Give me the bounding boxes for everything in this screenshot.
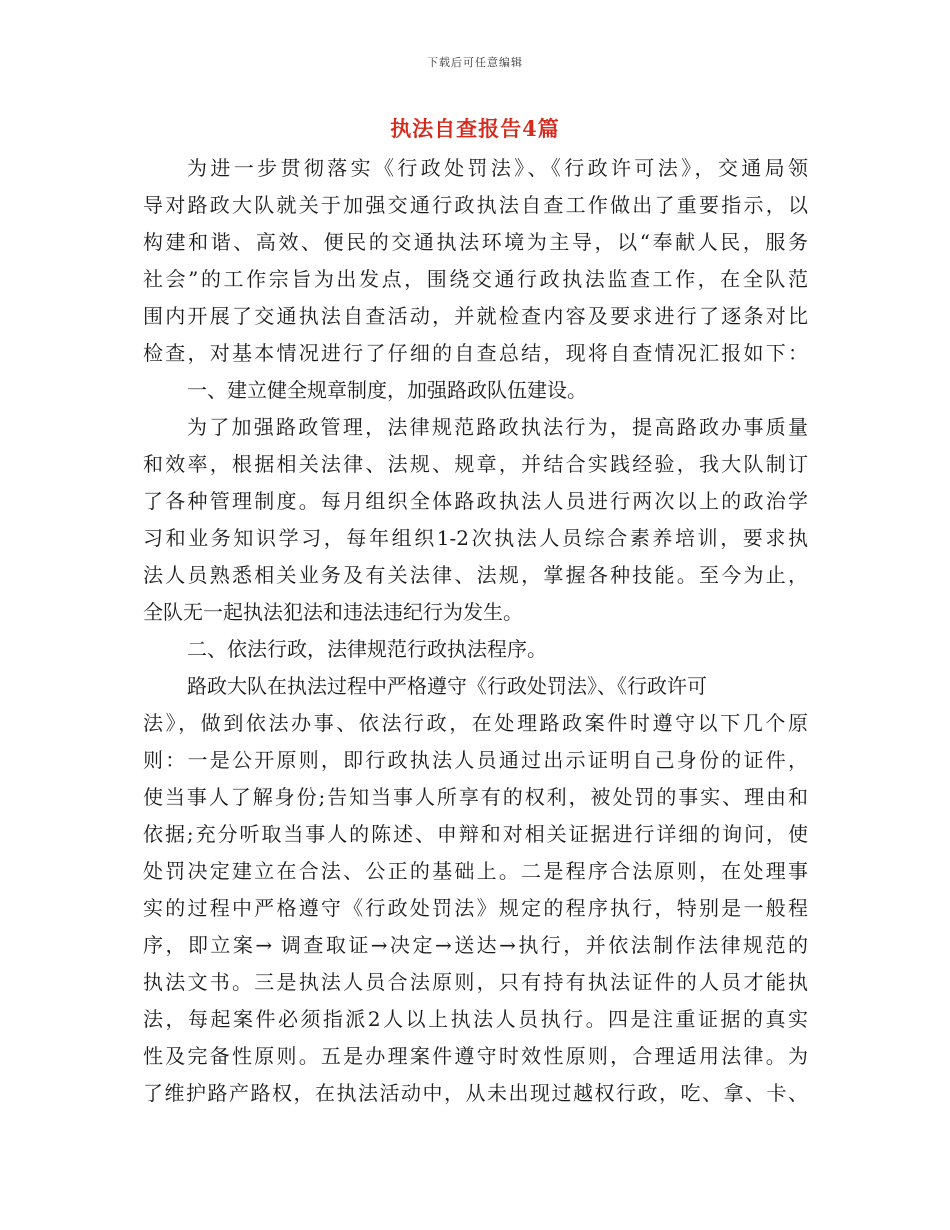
body-line: 性及完备性原则。五是办理案件遵守时效性原则，合理适用法律。为 — [143, 1044, 808, 1068]
document-title: 执法自查报告4篇 — [390, 116, 560, 141]
body-line: 实的过程中严格遵守《行政处罚法》规定的程序执行，特别是一般程 — [143, 896, 808, 920]
body-line: 使当事人了解身份;告知当事人所享有的权利，被处罚的事实、理由和 — [143, 785, 808, 809]
body-line: 法》，做到依法办事、依法行政，在处理路政案件时遵守以下几个原 — [143, 711, 808, 735]
body-line: 法，每起案件必须指派2人以上执法人员执行。四是注重证据的真实 — [143, 1007, 808, 1031]
body-line: 了维护路产路权，在执法活动中，从未出现过越权行政，吃、拿、卡、 — [143, 1081, 808, 1105]
body-line: 全队无一起执法犯法和违法违纪行为发生。 — [143, 600, 523, 624]
body-line: 和效率，根据相关法律、法规、规章，并结合实践经验，我大队制订 — [143, 452, 808, 476]
body-line: 依据;充分听取当事人的陈述、申辩和对相关证据进行详细的询问，使 — [143, 822, 808, 846]
body-line: 处罚决定建立在合法、公正的基础上。二是程序合法原则，在处理事 — [143, 859, 808, 883]
body-line: 序，即立案→ 调查取证→决定→送达→执行，并依法制作法律规范的 — [143, 933, 808, 957]
body-line: 法人员熟悉相关业务及有关法律、法规，掌握各种技能。至今为止， — [143, 563, 808, 587]
body-line: 为了加强路政管理，法律规范路政执法行为，提高路政办事质量 — [187, 415, 808, 439]
body-line: 一、建立健全规章制度，加强路政队伍建设。 — [187, 378, 587, 402]
body-line: 检查，对基本情况进行了仔细的自查总结，现将自查情况汇报如下： — [143, 341, 808, 365]
body-line: 二、依法行政，法律规范行政执法程序。 — [187, 637, 547, 661]
body-line: 路政大队在执法过程中严格遵守《行政处罚法》、《行政许可 — [187, 674, 707, 698]
document-body — [143, 150, 808, 1112]
body-line: 执法文书。三是执法人员合法原则，只有持有执法证件的人员才能执 — [143, 970, 808, 994]
body-line: 习和业务知识学习，每年组织1-2次执法人员综合素养培训，要求执 — [143, 526, 808, 550]
body-line: 了各种管理制度。每月组织全体路政执法人员进行两次以上的政治学 — [143, 489, 808, 513]
body-line: 构建和谐、高效、便民的交通执法环境为主导，以“奉献人民，服务 — [143, 230, 808, 254]
page-header-note: 下载后可任意编辑 — [427, 56, 523, 69]
body-line: 社会”的工作宗旨为出发点，围绕交通行政执法监查工作，在全队范 — [143, 267, 808, 291]
body-line: 则：一是公开原则，即行政执法人员通过出示证明自己身份的证件， — [143, 748, 808, 772]
body-line: 导对路政大队就关于加强交通行政执法自查工作做出了重要指示，以 — [143, 193, 808, 217]
body-line: 为进一步贯彻落实《行政处罚法》、《行政许可法》，交通局领 — [187, 156, 808, 180]
body-line: 围内开展了交通执法自查活动，并就检查内容及要求进行了逐条对比 — [143, 304, 808, 328]
